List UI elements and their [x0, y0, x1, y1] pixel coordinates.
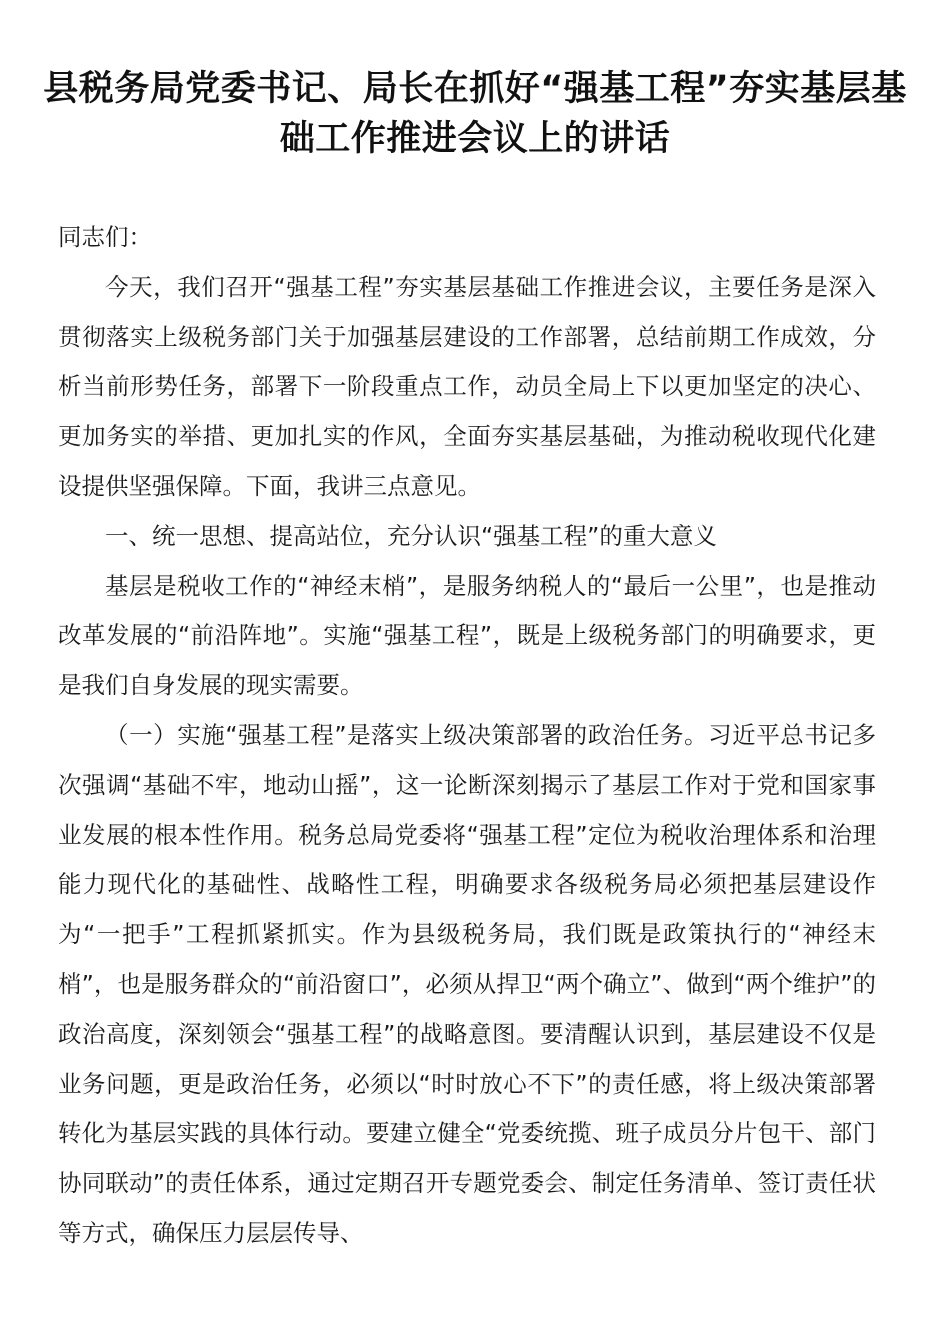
document-title: 县税务局党委书记、局长在抓好“强基工程”夯实基层基础工作推进会议上的讲话 — [43, 69, 907, 159]
paragraph-opening: 今天，我们召开“强基工程”夯实基层基础工作推进会议，主要任务是深入贯彻落实上级税务部门关于加强基层建设的工作部署，总结前期工作成效，分析当前形势任务，部署下一阶段重点工作，动员全局上下以更加坚定的决心、更加务实的举措、更加扎实的作风，全面夯实基层基础，为推动税收现代化建设提供坚强保障。下面，我讲三点意见。 — [58, 272, 876, 500]
document-body — [58, 213, 876, 1259]
paragraph-section-1-intro: 基层是税收工作的“神经末梢”，是服务纳税人的“最后一公里”，也是推动改革发展的“前沿阵地”。实施“强基工程”，既是上级税务部门的明确要求，更是我们自身发展的现实需要。 — [58, 571, 876, 700]
section-heading-1: 一、统一思想、提高站位，充分认识“强基工程”的重大意义 — [105, 521, 717, 550]
salutation: 同志们： — [58, 223, 152, 251]
paragraph-subsection-1: （一）实施“强基工程”是落实上级决策部署的政治任务。习近平总书记多次强调“基础不牢，地动山摇”，这一论断深刻揭示了基层工作对于党和国家事业发展的根本性作用。税务总局党委将“强基工程”定位为税收治理体系和治理能力现代化的基础性、战略性工程，明确要求各级税务局必须把基层建设作为“一把手”工程抓紧抓实。作为县级税务局，我们既是政策执行的“神经末梢”，也是服务群众的“前沿窗口”，必须从捍卫“两个确立”、做到“两个维护”的政治高度，深刻领会“强基工程”的战略意图。要清醒认识到，基层建设不仅是业务问题，更是政治任务，必须以“时时放心不下”的责任感，将上级决策部署转化为基层实践的具体行动。要建立健全“党委统揽、班子成员分片包干、部门协同联动”的责任体系，通过定期召开专题党委会、制定任务清单、签订责任状等方式，确保压力层层传导、 — [58, 720, 876, 1247]
